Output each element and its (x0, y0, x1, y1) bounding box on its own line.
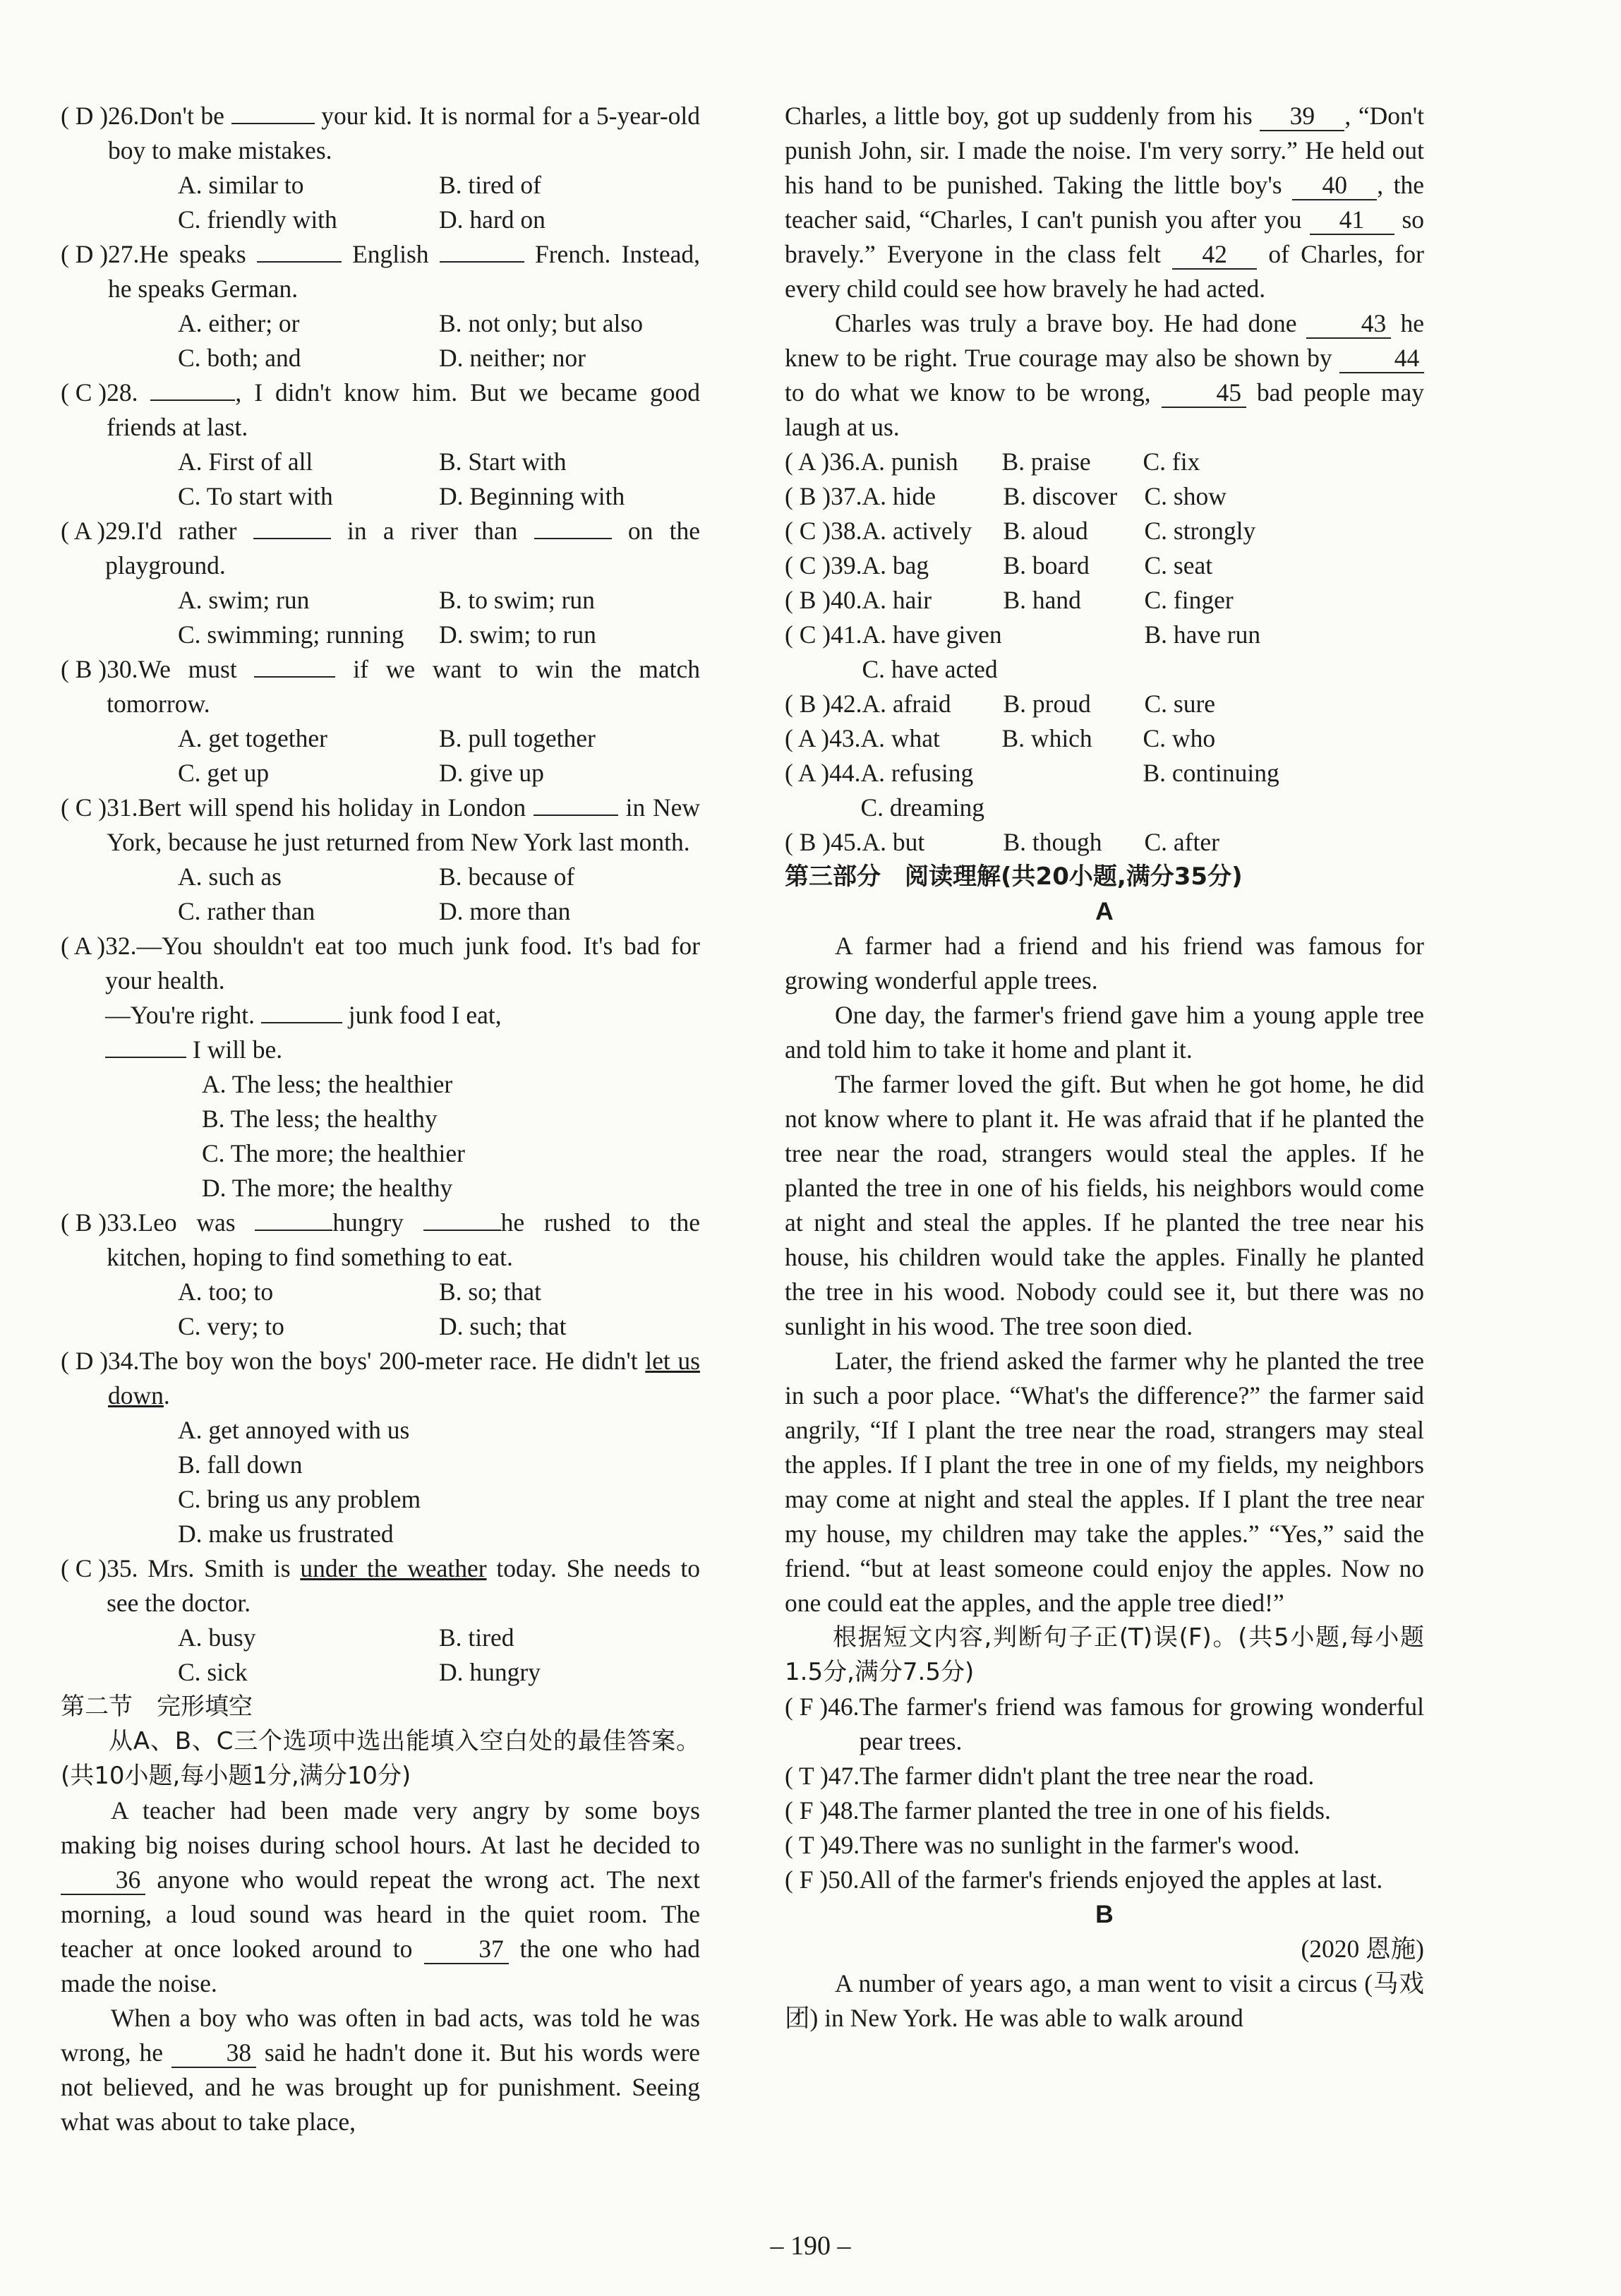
passage-a-paragraph-4: Later, the friend asked the farmer why he planted the tree in such a poor place. “What's the difference?” the farmer said angrily, “If I plant the tree near the road, strangers may steal the apples. If I plant the tree in one of my fields, my neighbors may come at night and steal the apples. If I plant the tree near my house, my children may take the apples.” “Yes,” said the friend. “but at least someone could enjoy the apples. Now no one could eat the apples, and the apple tree died!” (785, 1347, 1424, 1617)
option: B. discover (1003, 482, 1118, 510)
option: B. board (1003, 551, 1090, 579)
question-39 (785, 548, 1424, 583)
question-number: 47. (828, 1762, 860, 1790)
question-35 (61, 1551, 700, 1621)
question-47-text: The farmer didn't plant the tree near the road. (860, 1762, 1315, 1790)
answer-50: ( F ) (785, 1865, 828, 1894)
option: C. very; to (178, 1312, 284, 1340)
passage-b-paragraph-1: A number of years ago, a man went to visit a circus (马戏团) in New York. He was able to walk around (785, 1969, 1424, 2032)
blank (423, 1230, 501, 1231)
question-40 (785, 583, 1424, 618)
option: C. show (1144, 482, 1227, 510)
options-29 (61, 583, 700, 652)
option: D. swim; to run (439, 620, 596, 649)
section-2-instructions: 从A、B、C三个选项中选出能填入空白处的最佳答案。(共10小题,每小题1分,满分10分) (61, 1727, 700, 1790)
option: B. praise (1001, 447, 1091, 476)
blank (255, 1230, 332, 1231)
option: B. so; that (439, 1278, 541, 1306)
blank (253, 538, 331, 539)
answer-30: ( B ) (61, 655, 107, 683)
question-48-text: The farmer planted the tree in one of his fields. (859, 1796, 1331, 1825)
answer-44: ( A ) (785, 759, 830, 787)
answer-27: ( D ) (61, 240, 109, 268)
option: D. hard on (439, 205, 546, 234)
question-28 (61, 375, 700, 445)
cloze-paragraph-1: A teacher had been made very angry by some boys making big noises during school hours. At last he decided to 36 anyone who would repeat the wrong act. The next morning, a loud sound was heard in the quiet room. The teacher at once looked around to 37 the one who had made the noise. (61, 1796, 701, 1997)
blank (534, 815, 618, 816)
option: C. bring us any problem (178, 1485, 421, 1513)
option: C. The more; the healthier (202, 1139, 465, 1167)
question-38 (785, 514, 1424, 548)
question-50 (785, 1863, 1424, 1897)
passage-b-label: B (1095, 1900, 1114, 1928)
question-50-text: All of the farmer's friends enjoyed the apples at last. (859, 1865, 1383, 1894)
answer-40: ( B ) (785, 586, 831, 614)
option: A. afraid (862, 690, 951, 718)
option: D. Beginning with (439, 482, 625, 510)
right-column (785, 99, 1424, 2036)
options-34 (61, 1413, 700, 1551)
option: C. friendly with (178, 205, 337, 234)
cloze-paragraph-3: Charles, a little boy, got up suddenly from his 39 , “Don't punish John, sir. I made the noise. I'm very sorry.” He held out his hand to be punished. Taking the little boy's 40 , the teacher said, “Charles, I can't punish you after you 41 so bravely.” Everyone in the class felt 42 of Charles, for every child could see how bravely he had acted. (785, 102, 1425, 303)
option: A. hair (862, 586, 932, 614)
option: B. tired of (439, 171, 541, 199)
options-32 (61, 1067, 700, 1206)
answer-39: ( C ) (785, 551, 831, 579)
answer-32: ( A ) (61, 932, 106, 960)
question-32 (61, 929, 700, 1067)
question-number: 45. (831, 828, 862, 856)
answer-34: ( D ) (61, 1347, 109, 1375)
question-41 (785, 618, 1424, 687)
question-number: 37. (831, 482, 862, 510)
page-number: – 190 – (770, 2231, 851, 2261)
option: A. actively (862, 517, 972, 545)
option: B. fall down (178, 1450, 303, 1479)
blank (261, 1022, 342, 1023)
answer-43: ( A ) (785, 724, 830, 752)
question-28-text: 28. , I didn't know him. But we became good friends at last. (107, 378, 700, 441)
blank-36: 36 (61, 1865, 145, 1895)
question-33-text: 33.Leo was hungry he rushed to the kitchen, hoping to find something to eat. (107, 1208, 701, 1271)
question-45 (785, 825, 1424, 860)
question-46 (785, 1690, 1424, 1759)
question-29 (61, 514, 700, 583)
option: B. aloud (1003, 517, 1088, 545)
question-31 (61, 791, 700, 860)
blank (254, 676, 335, 678)
option: B. not only; but also (439, 309, 643, 337)
question-number: 50. (828, 1865, 860, 1894)
option: B. tired (439, 1623, 514, 1652)
question-number: 44. (829, 759, 861, 787)
blank-41: 41 (1310, 205, 1394, 235)
question-33 (61, 1206, 700, 1275)
option: A. too; to (178, 1278, 274, 1306)
option: B. because of (439, 862, 575, 891)
answer-47: ( T ) (785, 1762, 828, 1790)
option: B. hand (1003, 586, 1081, 614)
option: A. what (860, 724, 940, 752)
option: B. pull together (439, 724, 596, 752)
option: A. but (862, 828, 925, 856)
options-33 (61, 1275, 700, 1344)
question-34-text: 34.The boy won the boys' 200-meter race. He didn't let us down. (108, 1347, 700, 1410)
option: B. continuing (1143, 759, 1279, 787)
question-36 (785, 445, 1424, 479)
blank-43: 43 (1306, 309, 1391, 339)
answer-45: ( B ) (785, 828, 831, 856)
answer-41: ( C ) (785, 620, 831, 649)
blank-44: 44 (1339, 344, 1424, 373)
option: D. The more; the healthy (202, 1174, 453, 1202)
passage-a-paragraph-2: One day, the farmer's friend gave him a young apple tree and told him to take it home and plant it. (785, 1001, 1424, 1064)
question-number: 39. (831, 551, 862, 579)
question-30 (61, 652, 700, 721)
question-number: 40. (831, 586, 862, 614)
option: C. after (1144, 828, 1219, 856)
option: B. to swim; run (439, 586, 595, 614)
option: C. strongly (1144, 517, 1256, 545)
option: D. make us frustrated (178, 1520, 394, 1548)
blank-40: 40 (1292, 171, 1377, 200)
options-27 (61, 306, 700, 375)
question-number: 41. (831, 620, 862, 649)
option: A. bag (862, 551, 929, 579)
option: A. The less; the healthier (202, 1070, 453, 1098)
options-26 (61, 168, 700, 237)
answer-28: ( C ) (61, 378, 107, 407)
tf-instructions: 根据短文内容,判断句子正(T)误(F)。(共5小题,每小题1.5分,满分7.5分) (785, 1623, 1424, 1686)
question-48 (785, 1793, 1424, 1828)
question-34 (61, 1344, 700, 1413)
question-32-text: 32.—You shouldn't eat too much junk food. It's bad for your health. —You're right. junk food I eat, I will be. (105, 932, 700, 1064)
options-35 (61, 1621, 700, 1690)
option: C. sick (178, 1658, 248, 1686)
answer-36: ( A ) (785, 447, 830, 476)
option: A. have given (862, 620, 1002, 649)
blank (534, 538, 612, 539)
answer-42: ( B ) (785, 690, 831, 718)
option: A. get together (178, 724, 327, 752)
option: A. get annoyed with us (178, 1416, 410, 1444)
passage-b-source: (2020 恩施) (1301, 1935, 1424, 1963)
option: C. sure (1144, 690, 1216, 718)
cloze-paragraph-4: Charles was truly a brave boy. He had done 43 he knew to be right. True courage may also be shown by 44 to do what we know to be wrong, 45 bad people may laugh at us. (785, 309, 1425, 441)
section-2-title: 第二节 完形填空 (61, 1693, 253, 1721)
option: B. which (1001, 724, 1092, 752)
option: A. refusing (860, 759, 974, 787)
question-30-text: 30.We must if we want to win the match tomorrow. (107, 655, 700, 718)
part-3-title: 第三部分 阅读理解(共20小题,满分35分) (785, 862, 1243, 891)
option: A. hide (862, 482, 936, 510)
option: B. Start with (439, 447, 567, 476)
blank (231, 123, 315, 124)
cloze-paragraph-2: When a boy who was often in bad acts, was told he was wrong, he 38 said he hadn't done it. But his words were not believed, and he was brought up for punishment. Seeing what was about to take place, (61, 2004, 701, 2136)
question-29-text: 29.I'd rather in a river than on the playground. (105, 517, 700, 579)
blank-38: 38 (171, 2038, 256, 2068)
answer-26: ( D ) (61, 102, 109, 130)
left-column (61, 99, 700, 2139)
answer-29: ( A ) (61, 517, 106, 545)
option: C. swimming; running (178, 620, 404, 649)
blank (440, 261, 524, 263)
option: C. who (1143, 724, 1216, 752)
option: D. hungry (439, 1658, 541, 1686)
question-42 (785, 687, 1424, 721)
option: C. seat (1144, 551, 1213, 579)
question-49-text: There was no sunlight in the farmer's wood. (860, 1831, 1300, 1859)
question-44 (785, 756, 1424, 825)
option: C. rather than (178, 897, 315, 925)
options-30 (61, 721, 700, 791)
option: C. both; and (178, 344, 301, 372)
question-number: 38. (831, 517, 862, 545)
blank (257, 261, 342, 263)
option: A. punish (860, 447, 958, 476)
option: D. more than (439, 897, 571, 925)
answer-31: ( C ) (61, 793, 107, 822)
answer-35: ( C ) (61, 1554, 107, 1582)
question-number: 46. (828, 1693, 860, 1721)
question-27 (61, 237, 700, 306)
question-number: 48. (828, 1796, 860, 1825)
question-31-text: 31.Bert will spend his holiday in London in New York, because he just returned from New York last month. (107, 793, 700, 856)
blank-39: 39 (1260, 102, 1344, 131)
option: D. give up (439, 759, 544, 787)
option: C. fix (1143, 447, 1200, 476)
blank (150, 399, 235, 401)
option: C. dreaming (860, 793, 984, 822)
question-49 (785, 1828, 1424, 1863)
question-number: 43. (829, 724, 861, 752)
blank-45: 45 (1162, 378, 1246, 408)
question-number: 42. (831, 690, 862, 718)
options-28 (61, 445, 700, 514)
answer-37: ( B ) (785, 482, 831, 510)
option: A. such as (178, 862, 282, 891)
answer-46: ( F ) (785, 1693, 828, 1721)
option: A. either; or (178, 309, 300, 337)
option: C. have acted (862, 655, 998, 683)
blank-37: 37 (424, 1935, 509, 1964)
option: D. neither; nor (439, 344, 586, 372)
answer-49: ( T ) (785, 1831, 828, 1859)
answer-38: ( C ) (785, 517, 831, 545)
question-37 (785, 479, 1424, 514)
option: B. The less; the healthy (202, 1105, 438, 1133)
question-46-text: The farmer's friend was famous for growing wonderful pear trees. (859, 1693, 1424, 1755)
option: B. have run (1144, 620, 1261, 649)
question-26-text: 26.Don't be your kid. It is normal for a 5-year-old boy to make mistakes. (108, 102, 701, 164)
option: B. though (1003, 828, 1102, 856)
option: C. finger (1144, 586, 1234, 614)
option: C. To start with (178, 482, 333, 510)
option: D. such; that (439, 1312, 567, 1340)
option: C. get up (178, 759, 270, 787)
question-47 (785, 1759, 1424, 1793)
passage-a-paragraph-3: The farmer loved the gift. But when he got home, he did not know where to plant it. He was afraid that if he planted the tree near the road, strangers would steal the apples. If he planted the tree in one of his fields, his neighbors would come at night and steal the apples. If he planted the tree near his house, his children would take the apples. Finally he planted the tree in his wood. Nobody could see it, but there was no sunlight in his wood. The tree soon died. (785, 1070, 1424, 1340)
options-31 (61, 860, 700, 929)
option: A. First of all (178, 447, 313, 476)
option: A. similar to (178, 171, 304, 199)
question-35-text: 35. Mrs. Smith is under the weather today. She needs to see the doctor. (107, 1554, 701, 1617)
answer-33: ( B ) (61, 1208, 107, 1237)
question-27-text: 27.He speaks English French. Instead, he speaks German. (108, 240, 700, 303)
option: A. swim; run (178, 586, 310, 614)
option: B. proud (1003, 690, 1091, 718)
passage-a-label: A (1095, 897, 1114, 925)
question-number: 36. (829, 447, 861, 476)
option: A. busy (178, 1623, 256, 1652)
question-43 (785, 721, 1424, 756)
blank-42: 42 (1172, 240, 1257, 270)
question-number: 49. (828, 1831, 860, 1859)
blank (105, 1057, 186, 1058)
answer-48: ( F ) (785, 1796, 828, 1825)
passage-a-paragraph-1: A farmer had a friend and his friend was famous for growing wonderful apple trees. (785, 932, 1424, 994)
question-26 (61, 99, 700, 168)
